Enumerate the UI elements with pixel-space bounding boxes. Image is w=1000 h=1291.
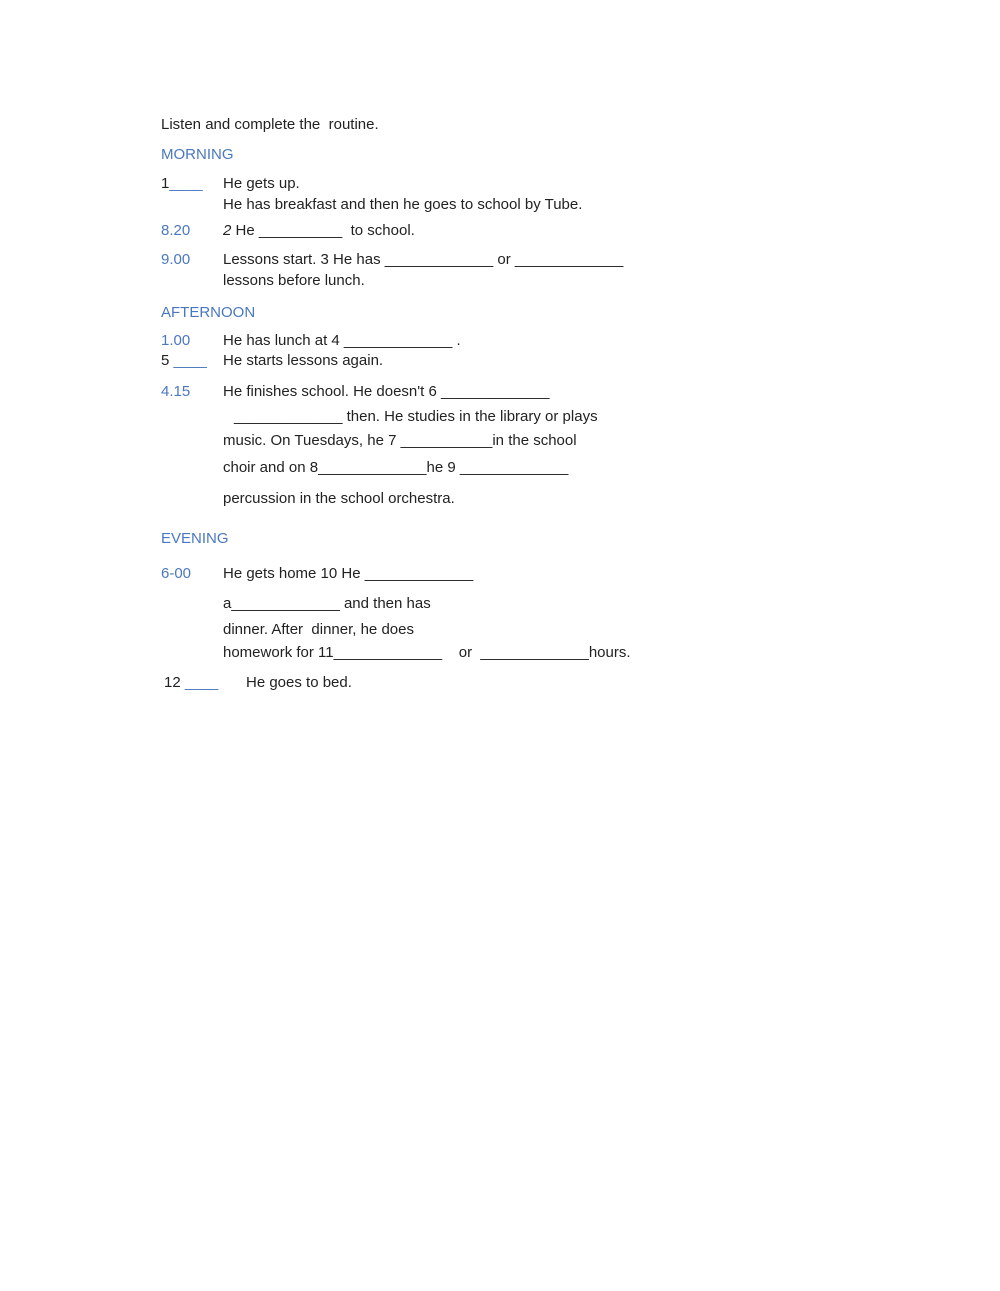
morning-row2-time: 8.20 — [161, 222, 191, 239]
evening-row1-line1[interactable]: He gets home 10 He _____________ — [223, 565, 474, 582]
row-number: 5 — [161, 352, 174, 369]
instruction-text: Listen and complete the routine. — [161, 116, 379, 133]
morning-row3-line1[interactable]: Lessons start. 3 He has _____________ or _____________ — [223, 251, 624, 268]
evening-row1-line4[interactable]: homework for 11_____________ or _____________hours. — [223, 644, 631, 661]
morning-row1-line2: He has breakfast and then he goes to school by Tube. — [223, 196, 583, 213]
answer-blank[interactable]: ____ — [173, 352, 207, 369]
row-number: 2 — [223, 222, 232, 239]
afternoon-row3-line4[interactable]: choir and on 8_____________he 9 _____________ — [223, 459, 569, 476]
answer-blank[interactable]: ____ — [169, 175, 203, 192]
afternoon-row3-line5: percussion in the school orchestra. — [223, 490, 455, 507]
morning-row3-time: 9.00 — [161, 251, 191, 268]
afternoon-row2-label — [161, 352, 207, 370]
afternoon-row3-line1[interactable]: He finishes school. He doesn't 6 _____________ — [223, 383, 550, 400]
sentence-with-blank[interactable]: He __________ to school. — [231, 222, 415, 239]
morning-row1-label — [161, 175, 203, 193]
afternoon-row3-time: 4.15 — [161, 383, 191, 400]
evening-row1-line2[interactable]: a_____________ and then has — [223, 595, 431, 612]
morning-row2-text — [223, 222, 415, 240]
afternoon-row1-text[interactable]: He has lunch at 4 _____________ . — [223, 332, 461, 349]
row-number: 1 — [161, 175, 170, 192]
morning-heading: MORNING — [161, 146, 234, 163]
afternoon-heading: AFTERNOON — [161, 304, 256, 321]
evening-row1-line3: dinner. After dinner, he does — [223, 621, 414, 638]
row-number: 12 — [164, 674, 185, 691]
afternoon-row1-time: 1.00 — [161, 332, 191, 349]
evening-heading: EVENING — [161, 530, 229, 547]
evening-row1-time: 6-00 — [161, 565, 192, 582]
afternoon-row3-line2[interactable]: _____________ then. He studies in the library or plays — [234, 408, 598, 425]
morning-row1-line1: He gets up. — [223, 175, 300, 192]
evening-row2-text: He goes to bed. — [246, 674, 352, 691]
afternoon-row2-text: He starts lessons again. — [223, 352, 384, 369]
afternoon-row3-line3[interactable]: music. On Tuesdays, he 7 ___________in the school — [223, 432, 577, 449]
answer-blank[interactable]: ____ — [184, 674, 219, 691]
evening-row2-label — [164, 674, 218, 692]
morning-row3-line2: lessons before lunch. — [223, 272, 365, 289]
